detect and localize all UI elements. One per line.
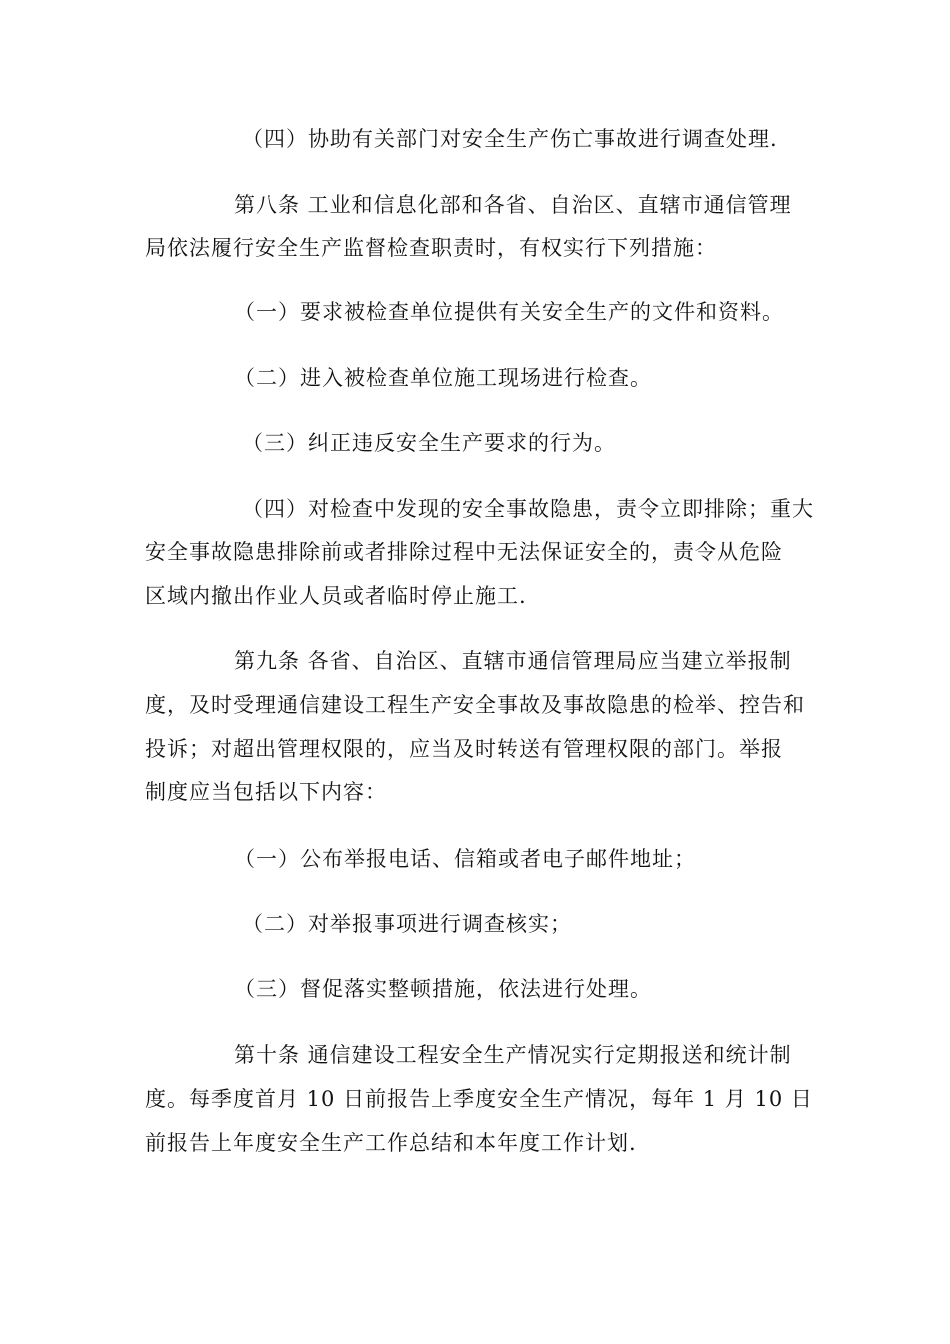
article-8-heading-line: 第八条 工业和信息化部和各省、自治区、直辖市通信管理 (234, 193, 792, 217)
article-10-line: 度。每季度首月 10 日前报告上季度安全生产情况，每年 1 月 10 日 (145, 1087, 813, 1111)
paragraph-line: （四）协助有关部门对安全生产伤亡事故进行调查处理. (242, 127, 778, 151)
article-9-line: 制度应当包括以下内容： (145, 780, 387, 804)
article-10-line: 前报告上年度安全生产工作总结和本年度工作计划. (145, 1131, 637, 1155)
list-item-line: （三）督促落实整顿措施，依法进行处理。 (234, 977, 652, 1001)
article-9-line: 投诉；对超出管理权限的，应当及时转送有管理权限的部门。举报 (145, 737, 783, 761)
paragraph-line: 安全事故隐患排除前或者排除过程中无法保证安全的，责令从危险 (145, 540, 783, 564)
article-8-line: 局依法履行安全生产监督检查职责时，有权实行下列措施： (145, 236, 717, 260)
list-item-line: （四）对检查中发现的安全事故隐患，责令立即排除；重大 (242, 497, 814, 521)
list-item-line: （一）公布举报电话、信箱或者电子邮件地址； (234, 847, 696, 871)
list-item-line: （二）对举报事项进行调查核实； (242, 912, 572, 936)
paragraph-line: 区域内撤出作业人员或者临时停止施工. (145, 584, 527, 608)
article-10-heading-line: 第十条 通信建设工程安全生产情况实行定期报送和统计制 (234, 1043, 792, 1067)
list-item-line: （一）要求被检查单位提供有关安全生产的文件和资料。 (234, 300, 784, 324)
list-item-line: （二）进入被检查单位施工现场进行检查。 (234, 366, 652, 390)
article-9-heading-line: 第九条 各省、自治区、直辖市通信管理局应当建立举报制 (234, 649, 792, 673)
article-9-line: 度，及时受理通信建设工程生产安全事故及事故隐患的检举、控告和 (145, 693, 805, 717)
list-item-line: （三）纠正违反安全生产要求的行为。 (242, 431, 616, 455)
